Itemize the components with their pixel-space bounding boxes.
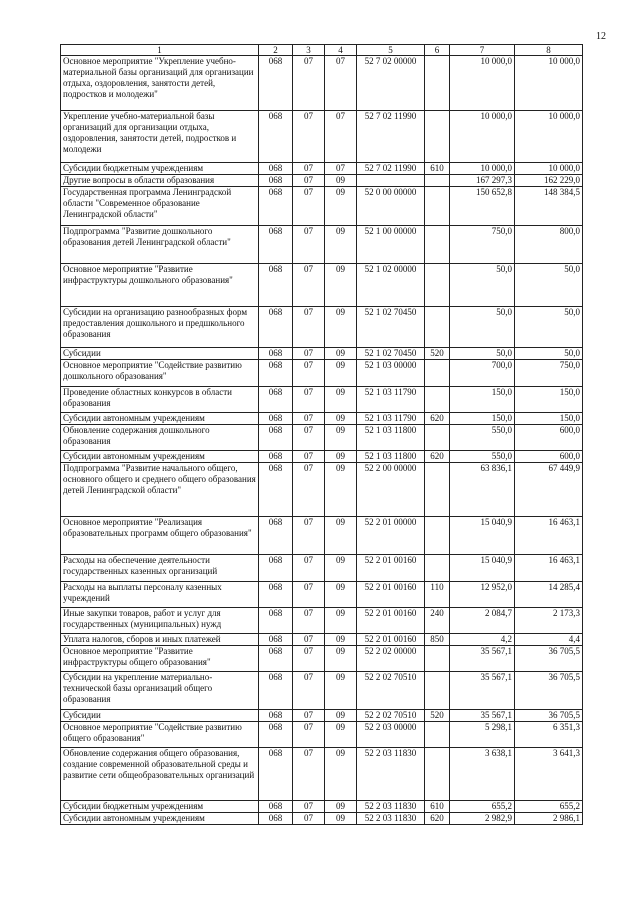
expense-type-code: [425, 111, 450, 163]
amount-year-1: 10 000,0: [450, 163, 515, 175]
target-article-code: 52 7 02 11990: [357, 163, 425, 175]
chapter-code: 068: [259, 413, 293, 425]
subsection-code: 09: [325, 672, 357, 710]
section-code: 07: [293, 264, 325, 307]
chapter-code: 068: [259, 451, 293, 463]
table-row: [61, 307, 583, 348]
amount-year-1: 3 638,1: [450, 748, 515, 801]
table-row: [61, 264, 583, 307]
amount-year-2: 2 173,3: [515, 608, 583, 634]
table-row: [61, 463, 583, 517]
row-name: Основное мероприятие "Содействие развитию общего образования": [61, 722, 259, 748]
target-article-code: 52 7 02 11990: [357, 111, 425, 163]
target-article-code: 52 2 01 00160: [357, 582, 425, 608]
table-row: [61, 413, 583, 425]
section-code: 07: [293, 387, 325, 413]
amount-year-1: 655,2: [450, 801, 515, 813]
subsection-code: 09: [325, 307, 357, 348]
expense-type-code: 620: [425, 413, 450, 425]
table-row: [61, 111, 583, 163]
expense-type-code: [425, 672, 450, 710]
section-code: 07: [293, 175, 325, 187]
row-name: Подпрограмма "Развитие дошкольного образования детей Ленинградской области": [61, 226, 259, 264]
amount-year-1: 35 567,1: [450, 646, 515, 672]
chapter-code: 068: [259, 555, 293, 582]
row-name: Субсидии на организацию разнообразных форм предоставления дошкольного и предшкольного образования: [61, 307, 259, 348]
table-row: [61, 226, 583, 264]
subsection-code: 07: [325, 111, 357, 163]
column-header: 4: [325, 45, 357, 56]
target-article-code: 52 7 02 00000: [357, 56, 425, 111]
subsection-code: 09: [325, 226, 357, 264]
section-code: 07: [293, 163, 325, 175]
amount-year-2: 36 705,5: [515, 710, 583, 722]
row-name: Иные закупки товаров, работ и услуг для государственных (муниципальных) нужд: [61, 608, 259, 634]
expense-type-code: 240: [425, 608, 450, 634]
column-header: 2: [259, 45, 293, 56]
row-name: Основное мероприятие "Содействие развитию дошкольного образования": [61, 360, 259, 387]
section-code: 07: [293, 463, 325, 517]
target-article-code: 52 2 03 11830: [357, 748, 425, 801]
row-name: Субсидии на укрепление материально-технической базы организаций общего образования: [61, 672, 259, 710]
target-article-code: 52 2 02 70510: [357, 672, 425, 710]
amount-year-1: 10 000,0: [450, 111, 515, 163]
chapter-code: 068: [259, 517, 293, 555]
amount-year-2: 14 285,4: [515, 582, 583, 608]
subsection-code: 09: [325, 175, 357, 187]
section-code: 07: [293, 634, 325, 646]
subsection-code: 09: [325, 463, 357, 517]
subsection-code: 09: [325, 555, 357, 582]
subsection-code: 09: [325, 264, 357, 307]
amount-year-2: 36 705,5: [515, 646, 583, 672]
amount-year-1: 750,0: [450, 226, 515, 264]
target-article-code: 52 2 02 00000: [357, 646, 425, 672]
row-name: Субсидии: [61, 348, 259, 360]
table-row: [61, 813, 583, 825]
chapter-code: 068: [259, 608, 293, 634]
target-article-code: 52 2 02 70510: [357, 710, 425, 722]
section-code: 07: [293, 226, 325, 264]
chapter-code: 068: [259, 463, 293, 517]
section-code: 07: [293, 348, 325, 360]
section-code: 07: [293, 413, 325, 425]
amount-year-2: 150,0: [515, 387, 583, 413]
chapter-code: 068: [259, 722, 293, 748]
chapter-code: 068: [259, 111, 293, 163]
amount-year-2: 800,0: [515, 226, 583, 264]
target-article-code: 52 1 03 11800: [357, 451, 425, 463]
section-code: 07: [293, 307, 325, 348]
expense-type-code: [425, 722, 450, 748]
row-name: Другие вопросы в области образования: [61, 175, 259, 187]
amount-year-1: 50,0: [450, 264, 515, 307]
amount-year-2: 67 449,9: [515, 463, 583, 517]
chapter-code: 068: [259, 813, 293, 825]
table-row: [61, 672, 583, 710]
amount-year-1: 150,0: [450, 387, 515, 413]
expense-type-code: [425, 264, 450, 307]
section-code: 07: [293, 187, 325, 226]
table-row: [61, 175, 583, 187]
section-code: 07: [293, 813, 325, 825]
row-name: Субсидии автономным учреждениям: [61, 413, 259, 425]
expense-type-code: [425, 387, 450, 413]
expense-type-code: [425, 175, 450, 187]
expense-type-code: 610: [425, 163, 450, 175]
row-name: Основное мероприятие "Развитие инфраструктуры дошкольного образования": [61, 264, 259, 307]
amount-year-1: 10 000,0: [450, 56, 515, 111]
expense-type-code: 850: [425, 634, 450, 646]
expense-type-code: [425, 360, 450, 387]
section-code: 07: [293, 801, 325, 813]
expense-type-code: 520: [425, 348, 450, 360]
subsection-code: 09: [325, 413, 357, 425]
column-header: 1: [61, 45, 259, 56]
section-code: 07: [293, 710, 325, 722]
subsection-code: 09: [325, 634, 357, 646]
table-row: [61, 56, 583, 111]
subsection-code: 09: [325, 608, 357, 634]
table-header-row: [61, 45, 583, 56]
subsection-code: 09: [325, 813, 357, 825]
expense-type-code: 520: [425, 710, 450, 722]
chapter-code: 068: [259, 634, 293, 646]
amount-year-1: 550,0: [450, 425, 515, 451]
column-header: 8: [515, 45, 583, 56]
table-row: [61, 555, 583, 582]
row-name: Субсидии автономным учреждениям: [61, 451, 259, 463]
subsection-code: 07: [325, 163, 357, 175]
amount-year-2: 36 705,5: [515, 672, 583, 710]
section-code: 07: [293, 672, 325, 710]
subsection-code: 07: [325, 56, 357, 111]
subsection-code: 09: [325, 348, 357, 360]
subsection-code: 09: [325, 722, 357, 748]
target-article-code: 52 2 00 00000: [357, 463, 425, 517]
section-code: 07: [293, 517, 325, 555]
target-article-code: 52 1 03 11790: [357, 387, 425, 413]
amount-year-1: 2 084,7: [450, 608, 515, 634]
chapter-code: 068: [259, 646, 293, 672]
chapter-code: 068: [259, 226, 293, 264]
section-code: 07: [293, 555, 325, 582]
subsection-code: 09: [325, 387, 357, 413]
chapter-code: 068: [259, 801, 293, 813]
subsection-code: 09: [325, 517, 357, 555]
row-name: Уплата налогов, сборов и иных платежей: [61, 634, 259, 646]
budget-table: [60, 44, 583, 825]
amount-year-2: 50,0: [515, 307, 583, 348]
table-row: [61, 425, 583, 451]
section-code: 07: [293, 646, 325, 672]
section-code: 07: [293, 360, 325, 387]
column-header: 6: [425, 45, 450, 56]
amount-year-2: 6 351,3: [515, 722, 583, 748]
chapter-code: 068: [259, 348, 293, 360]
target-article-code: 52 2 03 11830: [357, 801, 425, 813]
amount-year-2: 16 463,1: [515, 555, 583, 582]
amount-year-1: 167 297,3: [450, 175, 515, 187]
amount-year-2: 3 641,3: [515, 748, 583, 801]
amount-year-2: 4,4: [515, 634, 583, 646]
chapter-code: 068: [259, 264, 293, 307]
target-article-code: 52 1 02 70450: [357, 307, 425, 348]
expense-type-code: [425, 56, 450, 111]
expense-type-code: [425, 226, 450, 264]
row-name: Субсидии автономным учреждениям: [61, 813, 259, 825]
amount-year-2: 655,2: [515, 801, 583, 813]
table-row: [61, 634, 583, 646]
amount-year-1: 150 652,8: [450, 187, 515, 226]
amount-year-1: 4,2: [450, 634, 515, 646]
expense-type-code: [425, 646, 450, 672]
section-code: 07: [293, 748, 325, 801]
target-article-code: 52 1 02 70450: [357, 348, 425, 360]
chapter-code: 068: [259, 748, 293, 801]
subsection-code: 09: [325, 187, 357, 226]
table-row: [61, 748, 583, 801]
amount-year-1: 15 040,9: [450, 517, 515, 555]
expense-type-code: [425, 463, 450, 517]
expense-type-code: 110: [425, 582, 450, 608]
target-article-code: 52 1 00 00000: [357, 226, 425, 264]
table-row: [61, 722, 583, 748]
target-article-code: 52 1 03 11790: [357, 413, 425, 425]
table-row: [61, 517, 583, 555]
row-name: Укрепление учебно-материальной базы организаций для организации отдыха, оздоровления, занятости детей, подростков и молодежи: [61, 111, 259, 163]
row-name: Субсидии: [61, 710, 259, 722]
amount-year-1: 50,0: [450, 307, 515, 348]
row-name: Расходы на выплаты персоналу казенных учреждений: [61, 582, 259, 608]
amount-year-1: 35 567,1: [450, 672, 515, 710]
row-name: Основное мероприятие "Укрепление учебно-материальной базы организаций для организации отдыха, оздоровления, занятости детей, подростков и молодежи": [61, 56, 259, 111]
target-article-code: 52 2 03 11830: [357, 813, 425, 825]
subsection-code: 09: [325, 646, 357, 672]
target-article-code: 52 1 03 00000: [357, 360, 425, 387]
chapter-code: 068: [259, 387, 293, 413]
chapter-code: 068: [259, 175, 293, 187]
amount-year-1: 550,0: [450, 451, 515, 463]
column-header: 7: [450, 45, 515, 56]
amount-year-2: 148 384,5: [515, 187, 583, 226]
row-name: Проведение областных конкурсов в области образования: [61, 387, 259, 413]
expense-type-code: 610: [425, 801, 450, 813]
subsection-code: 09: [325, 710, 357, 722]
row-name: Основное мероприятие "Развитие инфраструктуры общего образования": [61, 646, 259, 672]
chapter-code: 068: [259, 672, 293, 710]
chapter-code: 068: [259, 710, 293, 722]
amount-year-1: 15 040,9: [450, 555, 515, 582]
amount-year-1: 12 952,0: [450, 582, 515, 608]
row-name: Основное мероприятие "Реализация образовательных программ общего образования": [61, 517, 259, 555]
amount-year-2: 50,0: [515, 264, 583, 307]
column-header: 3: [293, 45, 325, 56]
chapter-code: 068: [259, 582, 293, 608]
target-article-code: 52 2 01 00000: [357, 517, 425, 555]
table-row: [61, 163, 583, 175]
table-row: [61, 387, 583, 413]
subsection-code: 09: [325, 425, 357, 451]
table-row: [61, 348, 583, 360]
expense-type-code: [425, 555, 450, 582]
row-name: Расходы на обеспечение деятельности государственных казенных организаций: [61, 555, 259, 582]
amount-year-2: 10 000,0: [515, 111, 583, 163]
section-code: 07: [293, 608, 325, 634]
amount-year-2: 750,0: [515, 360, 583, 387]
expense-type-code: 620: [425, 813, 450, 825]
table-row: [61, 608, 583, 634]
target-article-code: 52 2 01 00160: [357, 634, 425, 646]
row-name: Обновление содержания дошкольного образования: [61, 425, 259, 451]
amount-year-1: 35 567,1: [450, 710, 515, 722]
table-row: [61, 582, 583, 608]
table-row: [61, 360, 583, 387]
amount-year-1: 700,0: [450, 360, 515, 387]
expense-type-code: [425, 307, 450, 348]
amount-year-2: 600,0: [515, 425, 583, 451]
row-name: Подпрограмма "Развитие начального общего, основного общего и среднего общего образования детей Ленинградской области": [61, 463, 259, 517]
page-number: 12: [596, 31, 606, 42]
chapter-code: 068: [259, 360, 293, 387]
section-code: 07: [293, 722, 325, 748]
amount-year-1: 150,0: [450, 413, 515, 425]
target-article-code: [357, 175, 425, 187]
table-row: [61, 187, 583, 226]
row-name: Субсидии бюджетным учреждениям: [61, 163, 259, 175]
amount-year-2: 10 000,0: [515, 56, 583, 111]
section-code: 07: [293, 451, 325, 463]
subsection-code: 09: [325, 748, 357, 801]
amount-year-2: 50,0: [515, 348, 583, 360]
amount-year-2: 16 463,1: [515, 517, 583, 555]
amount-year-1: 2 982,9: [450, 813, 515, 825]
section-code: 07: [293, 582, 325, 608]
amount-year-2: 162 229,0: [515, 175, 583, 187]
row-name: Государственная программа Ленинградской области "Современное образование Ленинградской области": [61, 187, 259, 226]
subsection-code: 09: [325, 582, 357, 608]
table-row: [61, 451, 583, 463]
amount-year-1: 50,0: [450, 348, 515, 360]
target-article-code: 52 0 00 00000: [357, 187, 425, 226]
expense-type-code: [425, 517, 450, 555]
chapter-code: 068: [259, 187, 293, 226]
chapter-code: 068: [259, 425, 293, 451]
target-article-code: 52 2 01 00160: [357, 608, 425, 634]
amount-year-2: 10 000,0: [515, 163, 583, 175]
column-header: 5: [357, 45, 425, 56]
chapter-code: 068: [259, 163, 293, 175]
section-code: 07: [293, 56, 325, 111]
amount-year-2: 600,0: [515, 451, 583, 463]
expense-type-code: [425, 187, 450, 226]
table-row: [61, 646, 583, 672]
subsection-code: 09: [325, 360, 357, 387]
table-row: [61, 801, 583, 813]
amount-year-2: 2 986,1: [515, 813, 583, 825]
target-article-code: 52 1 03 11800: [357, 425, 425, 451]
row-name: Субсидии бюджетным учреждениям: [61, 801, 259, 813]
row-name: Обновление содержания общего образования, создание современной образовательной среды и развитие сети общеобразовательных организаций: [61, 748, 259, 801]
target-article-code: 52 2 01 00160: [357, 555, 425, 582]
amount-year-1: 5 298,1: [450, 722, 515, 748]
amount-year-2: 150,0: [515, 413, 583, 425]
section-code: 07: [293, 111, 325, 163]
chapter-code: 068: [259, 307, 293, 348]
expense-type-code: 620: [425, 451, 450, 463]
chapter-code: 068: [259, 56, 293, 111]
amount-year-1: 63 836,1: [450, 463, 515, 517]
target-article-code: 52 2 03 00000: [357, 722, 425, 748]
section-code: 07: [293, 425, 325, 451]
expense-type-code: [425, 748, 450, 801]
subsection-code: 09: [325, 801, 357, 813]
target-article-code: 52 1 02 00000: [357, 264, 425, 307]
expense-type-code: [425, 425, 450, 451]
table-row: [61, 710, 583, 722]
subsection-code: 09: [325, 451, 357, 463]
